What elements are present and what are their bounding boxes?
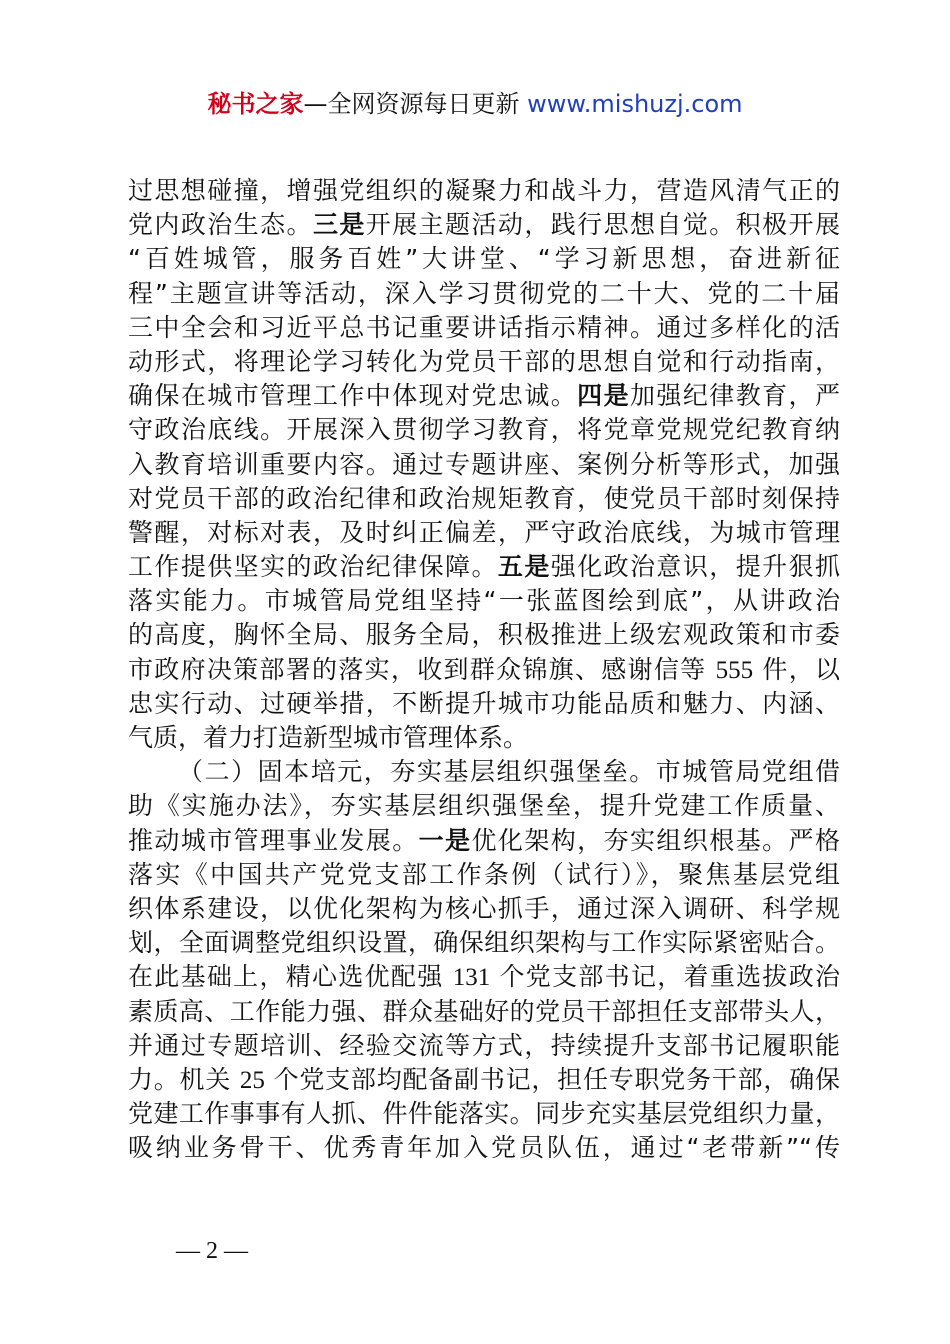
brand-name: 秘书之家	[207, 90, 304, 118]
document-body	[128, 174, 840, 1165]
bold-marker: 三是	[312, 210, 366, 240]
text-line: 程”主题宣讲等活动，深入学习贯彻党的二十大、党的二十届	[128, 278, 840, 308]
text-line: 警醒，对标对表，及时纠正偏差，严守政治底线，为城市管理	[128, 517, 840, 547]
text-line: 过思想碰撞，增强党组织的凝聚力和战斗力，营造风清气正的	[128, 176, 840, 205]
section-heading-line: （二）固本培元，夯实基层组织强堡垒。市城管局党组借	[178, 757, 840, 787]
text-line: 的高度，胸怀全局、服务全局，积极推进上级宏观政策和市委	[128, 620, 840, 650]
number: 555	[715, 656, 754, 684]
text-line: 确保在城市管理工作中体现对党忠诚。四是加强纪律教育，严	[128, 381, 840, 411]
text-line: 市政府决策部署的落实，收到群众锦旗、感谢信等 555 件，以	[128, 654, 840, 684]
number: 131	[452, 964, 491, 992]
text-line: 助《实施办法》，夯实基层组织强堡垒，提升党建工作质量、	[128, 791, 840, 821]
text-line: 党内政治生态。三是开展主题活动，践行思想自觉。积极开展	[128, 210, 840, 240]
text-line: 素质高、工作能力强、群众基础好的党员干部担任支部带头人，	[128, 996, 840, 1026]
text-line: 织体系建设，以优化架构为核心抓手，通过深入调研、科学规	[128, 893, 840, 923]
text-line: 落实《中国共产党党支部工作条例（试行）》，聚焦基层党组	[128, 859, 840, 889]
text-line: 动形式，将理论学习转化为党员干部的思想自觉和行动指南，	[128, 346, 840, 376]
bold-marker: 四是	[577, 381, 631, 411]
number: 25	[239, 1066, 265, 1094]
text-line: 划，全面调整党组织设置，确保组织架构与工作实际紧密贴合。	[128, 928, 840, 958]
text-line: 忠实行动、过硬举措，不断提升城市功能品质和魅力、内涵、	[128, 688, 840, 718]
text-line: 气质，着力打造新型城市管理体系。	[128, 723, 529, 752]
bold-marker: 一是	[418, 825, 472, 855]
text-line: 力。机关 25 个党支部均配备副书记，担任专职党务干部，确保	[128, 1064, 840, 1094]
text-line: 守政治底线。开展深入贯彻学习教育，将党章党规党纪教育纳	[128, 415, 840, 445]
page-number: — 2 —	[176, 1238, 248, 1264]
text-line: 并通过专题培训、经验交流等方式，持续提升支部书记履职能	[128, 1030, 840, 1060]
site-url-link[interactable]: www.mishuzj.com	[527, 90, 743, 118]
header-tagline: —全网资源每日更新	[303, 90, 528, 118]
site-header	[0, 88, 950, 120]
text-line: 三中全会和习近平总书记重要讲话指示精神。通过多样化的活	[128, 312, 840, 342]
text-line: 入教育培训重要内容。通过专题讲座、案例分析等形式，加强	[128, 449, 840, 479]
text-line: 工作提供坚实的政治纪律保障。五是强化政治意识，提升狠抓	[128, 552, 840, 582]
text-line: 在此基础上，精心选优配强 131 个党支部书记，着重选拔政治	[128, 962, 840, 992]
bold-marker: 五是	[497, 552, 551, 582]
text-line: 推动城市管理事业发展。一是优化架构，夯实组织根基。严格	[128, 825, 840, 855]
text-line: 落实能力。市城管局党组坚持“一张蓝图绘到底”，从讲政治	[128, 586, 840, 616]
text-line: 吸纳业务骨干、优秀青年加入党员队伍，通过“老带新”“传	[128, 1133, 840, 1163]
text-line: 对党员干部的政治纪律和政治规矩教育，使党员干部时刻保持	[128, 483, 840, 513]
text-line: 党建工作事事有人抓、件件能落实。同步充实基层党组织力量，	[128, 1099, 840, 1129]
text-line: “百姓城管，服务百姓”大讲堂、“学习新思想，奋进新征	[128, 244, 840, 274]
